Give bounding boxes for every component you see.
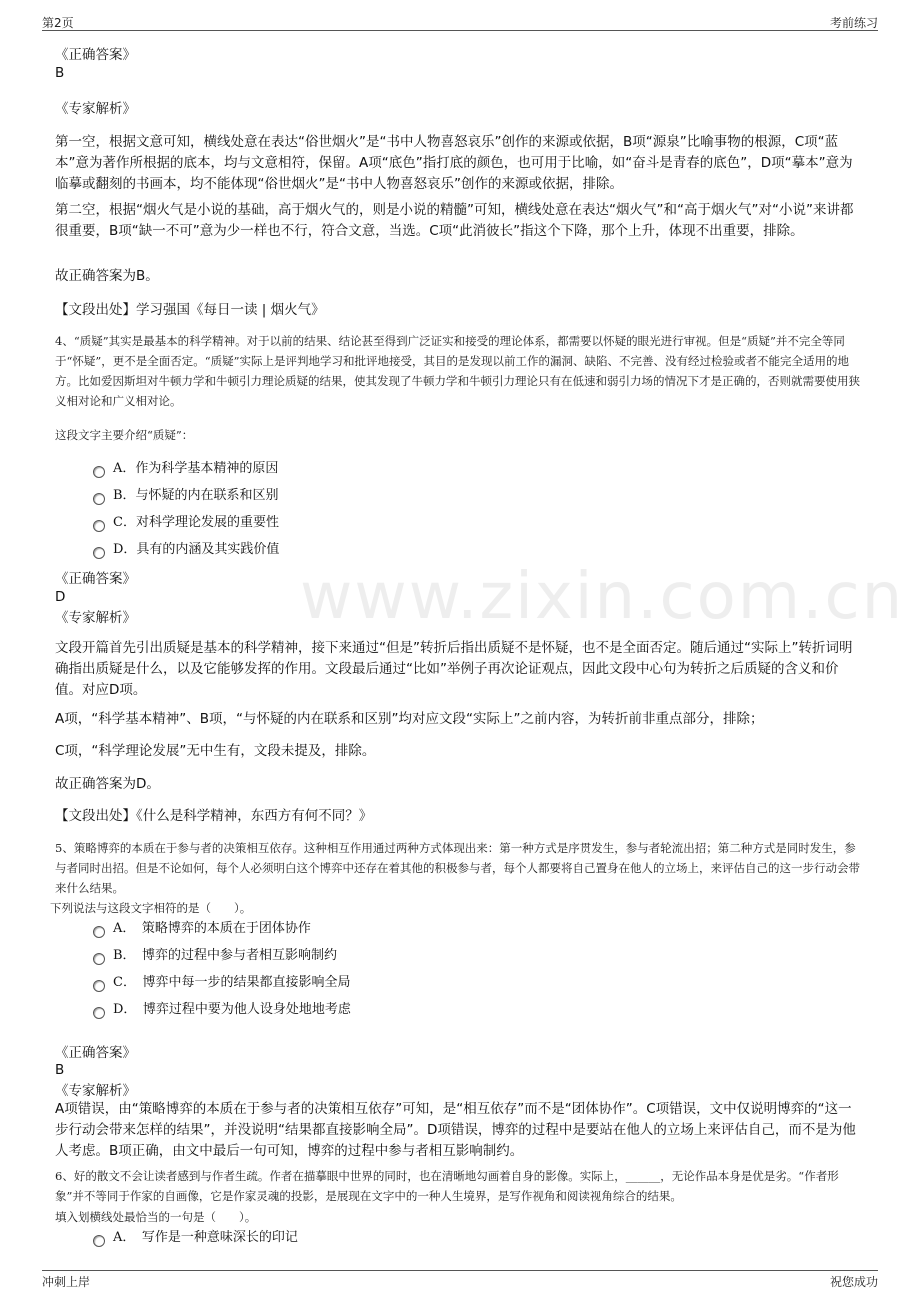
- radio-icon[interactable]: [93, 926, 105, 938]
- source-citation: 【文段出处】学习强国《每日一读 | 烟火气》: [55, 302, 325, 318]
- question-prompt: 填入划横线处最恰当的一句是（ ）。: [55, 1210, 257, 1224]
- option-label: D．具有的内涵及其实践价值: [113, 542, 280, 557]
- option-label: A． 策略博弈的本质在于团体协作: [113, 921, 311, 936]
- option-d[interactable]: [93, 541, 279, 559]
- analysis-paragraph: 第二空，根据“烟火气是小说的基础，高于烟火气的，则是小说的精髓”可知，横线处意在表达“烟火气”和“高于烟火气”对“小说”来讲都很重要，B项“缺一不可”意为少一样也不行，符合文意，当选。C项“此消彼长”指这个下降，那个上升，体现不出重要，排除。: [55, 202, 854, 239]
- analysis-paragraph: 第一空，根据文意可知，横线处意在表达“俗世烟火”是“书中人物喜怒哀乐”创作的来源或依据，B项“源泉”比喻事物的根源，C项“蓝本”意为著作所根据的底本，均与文意相符，保留。A项“底色”指打底的颜色，也可用于比喻，如“奋斗是青春的底色”，D项“摹本”意为临摹或翻刻的书画本，均不能体现“俗世烟火”是“书中人物喜怒哀乐”创作的来源或依据，排除。: [55, 134, 853, 192]
- analysis-paragraph: C项，“科学理论发展”无中生有，文段未提及，排除。: [55, 743, 376, 759]
- option-b[interactable]: [93, 947, 337, 965]
- radio-icon[interactable]: [93, 980, 105, 992]
- question-prompt: 这段文字主要介绍“质疑”：: [55, 428, 194, 442]
- option-label: C．对科学理论发展的重要性: [113, 515, 279, 530]
- radio-icon[interactable]: [93, 466, 105, 478]
- answer-label: 《正确答案》: [55, 1045, 136, 1061]
- analysis-label: 《专家解析》: [55, 610, 136, 626]
- analysis-paragraph: A项，“科学基本精神”、B项，“与怀疑的内在联系和区别”均对应文段“实际上”之前内容，为转折前非重点部分，排除；: [55, 711, 764, 727]
- answer-label: 《正确答案》: [55, 47, 136, 63]
- question-stem: 4、“质疑”其实是最基本的科学精神。对于以前的结果、结论甚至得到广泛证实和接受的理论体系，都需要以怀疑的眼光进行审视。但是“质疑”并不完全等同于“怀疑”，更不是全面否定。“质疑”实际上是评判地学习和批评地接受，其目的是发现以前工作的漏洞、缺陷、不完善、没有经过检验或者不能完全适用的地方。比如爱因斯坦对牛顿力学和牛顿引力理论质疑的结果，使其发现了牛顿力学和牛顿引力理论只有在低速和弱引力场的情况下才是正确的，否则就需要使用狭义相对论和广义相对论。: [55, 334, 860, 408]
- watermark: www.zixin.com.cn: [300, 560, 905, 634]
- option-label: C． 博弈中每一步的结果都直接影响全局: [113, 975, 351, 990]
- radio-icon[interactable]: [93, 547, 105, 559]
- option-d[interactable]: [93, 1001, 351, 1019]
- option-a[interactable]: [93, 920, 311, 938]
- answer-value: B: [55, 1062, 65, 1078]
- source-citation: 【文段出处】《什么是科学精神，东西方有何不同？》: [55, 808, 373, 824]
- question-prompt: 下列说法与这段文字相符的是（ ）。: [50, 901, 252, 915]
- question-stem: 6、好的散文不会让读者感到与作者生疏。作者在描摹眼中世界的同时，也在清晰地勾画着自身的影像。实际上，______，无论作品本身是优是劣。“作者形象”并不等同于作家的自画像，它是作家灵魂的投影，是展现在文字中的一种人生境界，是写作视角和阅读视角综合的结果。: [55, 1169, 839, 1203]
- page-footer: [42, 1270, 878, 1290]
- option-a[interactable]: [93, 1229, 298, 1247]
- answer-value: D: [55, 589, 66, 605]
- radio-icon[interactable]: [93, 1007, 105, 1019]
- option-b[interactable]: [93, 487, 279, 505]
- option-label: A． 写作是一种意味深长的印记: [113, 1230, 298, 1245]
- option-c[interactable]: [93, 974, 350, 992]
- analysis-label: 《专家解析》: [55, 101, 136, 117]
- option-label: B．与怀疑的内在联系和区别: [113, 488, 279, 503]
- option-a[interactable]: [93, 460, 278, 478]
- answer-label: 《正确答案》: [55, 571, 136, 587]
- radio-icon[interactable]: [93, 520, 105, 532]
- radio-icon[interactable]: [93, 1235, 105, 1247]
- footer-left: 冲刺上岸: [42, 1275, 91, 1289]
- footer-right: 祝您成功: [829, 1275, 878, 1289]
- analysis-conclusion: 故正确答案为D。: [55, 776, 160, 792]
- option-label: B． 博弈的过程中参与者相互影响制约: [113, 948, 338, 963]
- answer-value: B: [55, 65, 65, 81]
- option-label: D． 博弈过程中要为他人设身处地地考虑: [113, 1002, 351, 1017]
- header-title: 考前练习: [829, 16, 878, 30]
- analysis-paragraph: A项错误，由“策略博弈的本质在于参与者的决策相互依存”可知，是“相互依存”而不是“团体协作”。C项错误，文中仅说明博弈的“这一步行动会带来怎样的结果”，并没说明“结果都直接影响全局”。D项错误，博弈的过程中是要站在他人的立场上来评估自己，而不是为他人考虑。B项正确，由文中最后一句可知，博弈的过程中参与者相互影响制约。: [55, 1101, 856, 1159]
- radio-icon[interactable]: [93, 953, 105, 965]
- radio-icon[interactable]: [93, 493, 105, 505]
- page-header: [42, 14, 878, 31]
- analysis-conclusion: 故正确答案为B。: [55, 268, 159, 284]
- page-number: 第2页: [42, 16, 74, 30]
- analysis-paragraph: 文段开篇首先引出质疑是基本的科学精神，接下来通过“但是”转折后指出质疑不是怀疑，也不是全面否定。随后通过“实际上”转折词明确指出质疑是什么，以及它能够发挥的作用。文段最后通过“比如”举例子再次论证观点，因此文段中心句为转折之后质疑的含义和价值。对应D项。: [55, 640, 853, 698]
- option-c[interactable]: [93, 514, 279, 532]
- analysis-label: 《专家解析》: [55, 1083, 136, 1099]
- question-stem: 5、策略博弈的本质在于参与者的决策相互依存。这种相互作用通过两种方式体现出来：第一种方式是序贯发生，参与者轮流出招；第二种方式是同时发生，参与者同时出招。但是不论如何，每个人必须明白这个博弈中还存在着其他的积极参与者，每个人都要将自己置身在他人的立场上，来评估自己的这一步行动会带来什么结果。: [55, 841, 860, 895]
- option-label: A．作为科学基本精神的原因: [113, 461, 279, 476]
